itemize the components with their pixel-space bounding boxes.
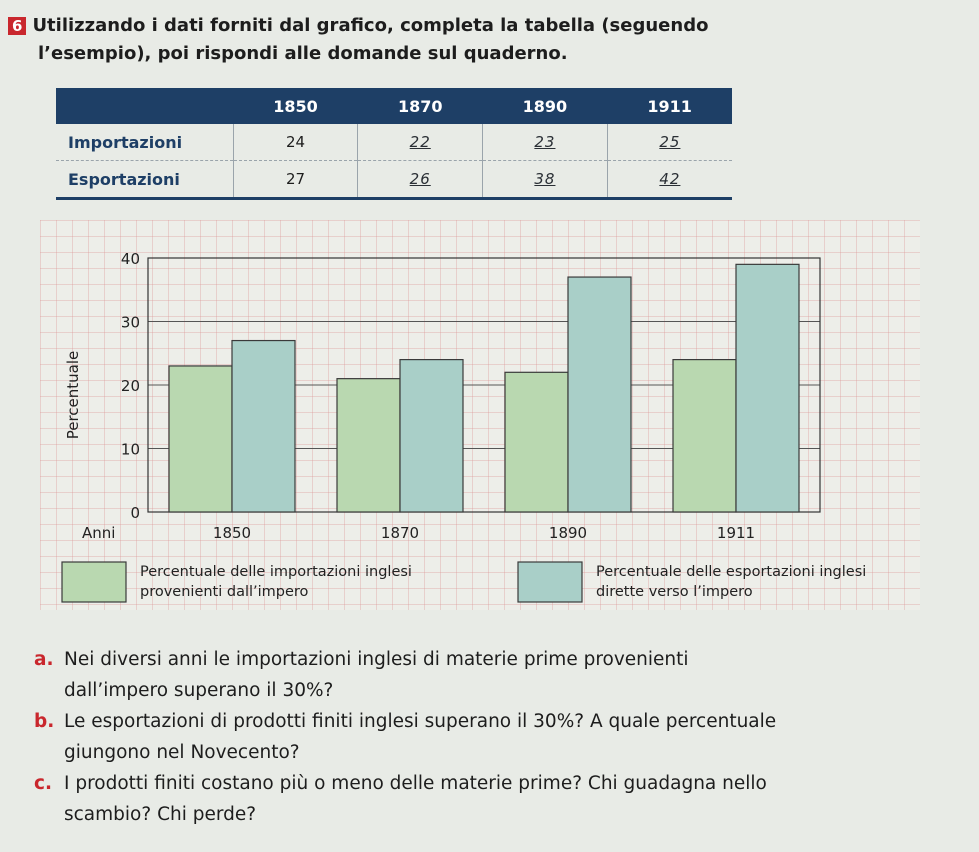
exercise-header <box>8 12 968 68</box>
question-b <box>34 706 964 768</box>
legend-label: Percentuale delle importazioni inglesi <box>140 564 412 580</box>
bar-esportazioni <box>736 264 799 512</box>
table-header-1890: 1890 <box>483 88 608 124</box>
questions <box>34 644 964 830</box>
question-text: scambio? Chi perde? <box>64 804 257 825</box>
question-letter: c. <box>34 773 52 794</box>
x-tick-label: 1850 <box>212 524 252 542</box>
cell-given: 24 <box>233 124 358 161</box>
cell-given: 27 <box>233 161 358 199</box>
y-tick-label: 40 <box>120 250 140 268</box>
legend-swatch <box>518 562 582 602</box>
x-tick-label: 1890 <box>548 524 588 542</box>
question-text: Nei diversi anni le importazioni inglesi di materie prime provenienti <box>64 649 689 670</box>
table-row <box>56 124 732 161</box>
legend-swatch <box>62 562 126 602</box>
question-a <box>34 644 964 706</box>
question-text: I prodotti finiti costano più o meno delle materie prime? Chi guadagna nello <box>64 773 767 794</box>
question-text: giungono nel Novecento? <box>64 742 300 763</box>
table-header-1850: 1850 <box>233 88 358 124</box>
question-text: dall’impero superano il 30%? <box>64 680 334 701</box>
table-row <box>56 161 732 199</box>
x-axis-label: Anni <box>82 524 116 542</box>
y-tick-label: 30 <box>120 313 140 332</box>
cell-handwritten[interactable]: 42 <box>607 161 732 199</box>
y-tick-label: 10 <box>120 440 140 459</box>
question-letter: b. <box>34 711 55 732</box>
cell-handwritten[interactable]: 26 <box>358 161 483 199</box>
table-header-1911: 1911 <box>607 88 732 124</box>
data-table <box>56 88 732 200</box>
y-tick-label: 0 <box>130 504 140 522</box>
bar-esportazioni <box>400 360 463 512</box>
table-header-row <box>56 88 732 124</box>
y-axis-label: Percentuale <box>64 350 82 440</box>
table-header-1870: 1870 <box>358 88 483 124</box>
bar-chart <box>40 220 920 610</box>
bar-esportazioni <box>568 277 631 512</box>
bar-esportazioni <box>232 341 295 512</box>
bar-importazioni <box>337 379 400 512</box>
question-letter: a. <box>34 649 54 670</box>
row-label-esportazioni: Esportazioni <box>56 161 233 199</box>
cell-handwritten[interactable]: 25 <box>607 124 732 161</box>
cell-handwritten[interactable]: 23 <box>483 124 608 161</box>
cell-handwritten[interactable]: 22 <box>358 124 483 161</box>
exercise-instruction-line1: Utilizzando i dati forniti dal grafico, completa la tabella (seguendo <box>32 15 709 36</box>
table-header-empty <box>56 88 233 124</box>
x-tick-label: 1870 <box>380 524 420 542</box>
row-label-importazioni: Importazioni <box>56 124 233 161</box>
y-tick-label: 20 <box>120 377 140 395</box>
chart-area <box>40 220 920 610</box>
exercise-number: 6 <box>8 17 26 35</box>
bar-importazioni <box>169 366 232 512</box>
legend-label: dirette verso l’impero <box>596 584 753 600</box>
legend-label: Percentuale delle esportazioni inglesi <box>596 564 867 580</box>
legend-label: provenienti dall’impero <box>140 584 309 600</box>
bar-importazioni <box>673 360 736 512</box>
question-text: Le esportazioni di prodotti finiti inglesi superano il 30%? A quale percentuale <box>64 711 777 732</box>
x-tick-label: 1911 <box>716 524 756 542</box>
question-c <box>34 768 964 830</box>
exercise-instruction-line2: l’esempio), poi rispondi alle domande sul quaderno. <box>38 43 568 64</box>
cell-handwritten[interactable]: 38 <box>483 161 608 199</box>
bar-importazioni <box>505 372 568 512</box>
